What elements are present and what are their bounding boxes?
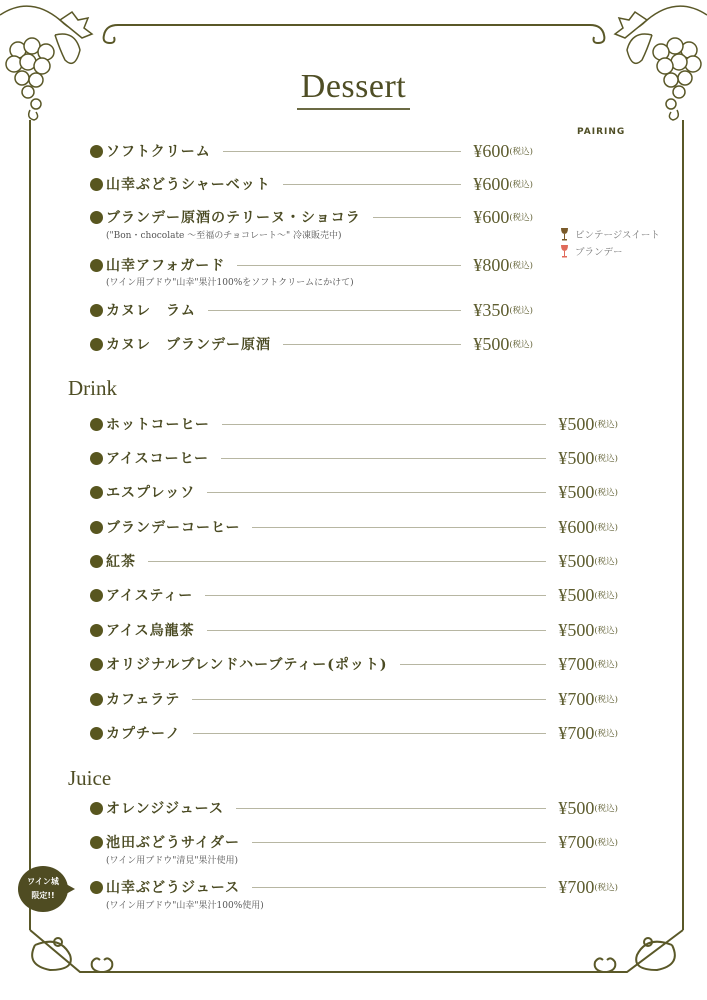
menu-item: カヌレ ブランデー原酒 ¥500 (税込) [90, 334, 533, 354]
menu-item: カヌレ ラム ¥350 (税込) [90, 300, 533, 320]
menu-item: 紅茶 ¥500 (税込) [90, 551, 618, 571]
bullet-icon [90, 624, 103, 637]
leader-line [222, 424, 546, 425]
bullet-icon [90, 521, 103, 534]
item-note: ("Bon・chocolate ～至福のチョコレート～" 冷凍販売中) [106, 231, 342, 241]
leader-line [205, 595, 546, 596]
leader-line [236, 808, 546, 809]
wine-glass-icon [560, 228, 569, 241]
leader-line [207, 492, 546, 493]
leader-line [207, 630, 547, 631]
menu-item: 山幸ぶどうジュース ¥700 (税込) [90, 877, 618, 897]
pairing-label: PAIRING [577, 127, 626, 137]
menu-item: ホットコーヒー ¥500 (税込) [90, 414, 618, 434]
item-note: (ワイン用ブドウ"山幸"果汁100%をソフトクリームにかけて) [106, 278, 354, 288]
leader-line [192, 699, 546, 700]
bullet-icon [90, 555, 103, 568]
item-note: (ワイン用ブドウ"山幸"果汁100%使用) [106, 901, 264, 911]
page-title: Dessert [0, 68, 707, 110]
leader-line [237, 265, 461, 266]
menu-item: 池田ぶどうサイダー ¥700 (税込) [90, 832, 618, 852]
menu-item: オリジナルブレンドハーブティー(ポット) ¥700 (税込) [90, 654, 618, 674]
leader-line [283, 184, 462, 185]
bullet-icon [90, 418, 103, 431]
bullet-icon [90, 836, 103, 849]
leader-line [148, 561, 546, 562]
bullet-icon [90, 259, 103, 272]
leader-line [400, 664, 547, 665]
bullet-icon [90, 727, 103, 740]
wine-glass-icon [560, 245, 569, 258]
menu-item: 山幸アフォガード ¥800 (税込) [90, 255, 533, 275]
bullet-icon [90, 211, 103, 224]
leader-line [223, 151, 462, 152]
menu-item: ブランデーコーヒー ¥600 (税込) [90, 517, 618, 537]
leader-line [283, 344, 461, 345]
menu-item: カプチーノ ¥700 (税込) [90, 723, 618, 743]
bullet-icon [90, 304, 103, 317]
leader-line [208, 310, 461, 311]
bullet-icon [90, 338, 103, 351]
menu-item: オレンジジュース ¥500 (税込) [90, 798, 618, 818]
limited-badge: ワイン城 限定!! [18, 866, 68, 912]
menu-item: アイスコーヒー ¥500 (税込) [90, 448, 618, 468]
section-title-juice: Juice [68, 766, 112, 790]
menu-item: カフェラテ ¥700 (税込) [90, 689, 618, 709]
bullet-icon [90, 589, 103, 602]
bullet-icon [90, 486, 103, 499]
bullet-icon [90, 693, 103, 706]
leader-line [193, 733, 547, 734]
legend-vintage-sweet: ビンテージスイート [560, 227, 660, 241]
menu-item: 山幸ぶどうシャーベット ¥600 (税込) [90, 174, 533, 194]
leader-line [373, 217, 462, 218]
menu-item: アイス烏龍茶 ¥500 (税込) [90, 620, 618, 640]
section-title-drink: Drink [68, 376, 117, 400]
leader-line [252, 887, 546, 888]
leader-line [252, 527, 546, 528]
bullet-icon [90, 658, 103, 671]
bullet-icon [90, 145, 103, 158]
bullet-icon [90, 802, 103, 815]
leader-line [221, 458, 546, 459]
menu-item: ブランデー原酒のテリーヌ・ショコラ ¥600 (税込) [90, 207, 533, 227]
menu-item: アイスティー ¥500 (税込) [90, 585, 618, 605]
menu-item: エスプレッソ ¥500 (税込) [90, 482, 618, 502]
bullet-icon [90, 178, 103, 191]
legend-brandy: ブランデー [560, 244, 623, 258]
item-note: (ワイン用ブドウ"清見"果汁使用) [106, 856, 239, 866]
bullet-icon [90, 452, 103, 465]
leader-line [252, 842, 546, 843]
bullet-icon [90, 881, 103, 894]
menu-item: ソフトクリーム ¥600 (税込) [90, 141, 533, 161]
